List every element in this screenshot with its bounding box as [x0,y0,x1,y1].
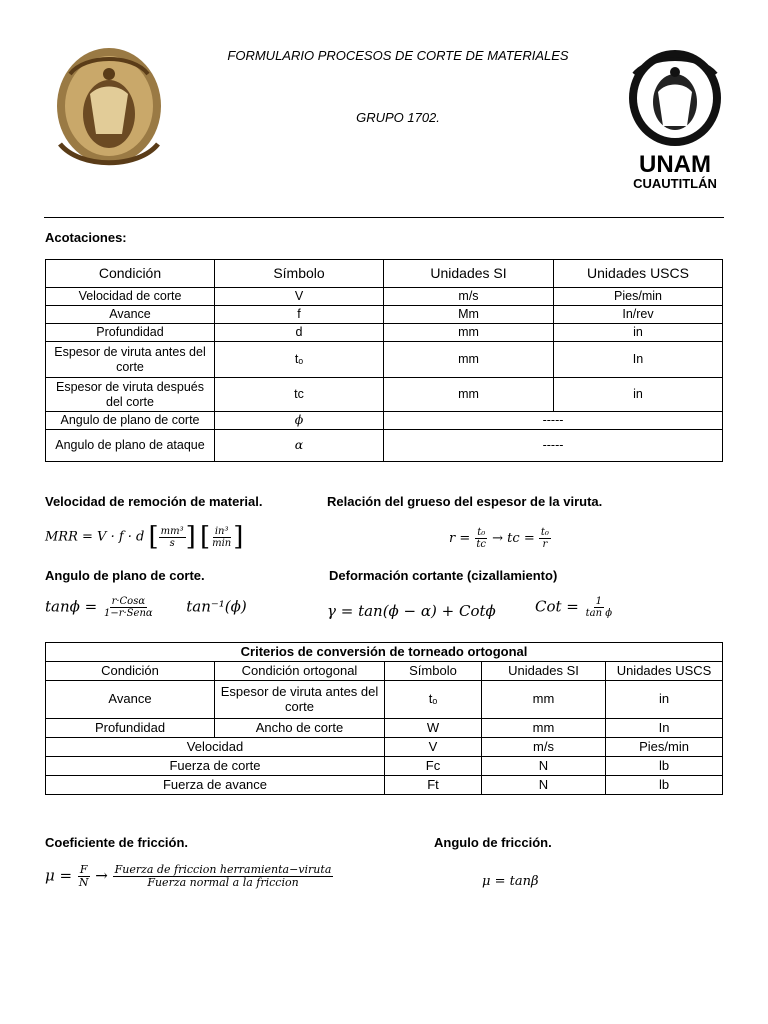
cot-formula [535,596,614,619]
table-row [46,342,723,378]
cell: Espesor de viruta después del corte [46,378,215,412]
cell: in [606,681,723,719]
acotaciones-table [45,259,723,462]
tan-inverse: tan⁻¹(ϕ) [186,597,247,616]
frac-den: r [542,539,548,550]
frac-den: 1−r·Senα [103,608,153,619]
cell: tₒ [215,342,384,378]
cell: W [385,719,482,738]
table-row [46,306,723,324]
cell: ----- [384,430,723,462]
cell: Angulo de plano de ataque [46,430,215,462]
frac-den: tc [476,539,487,550]
mu-arrow: → [95,866,108,885]
cell: In [554,342,723,378]
cell: Pies/min [554,288,723,306]
criterios-title: Criterios de conversión de torneado ortogonal [46,643,723,662]
cell: in [554,324,723,342]
cell: lb [606,757,723,776]
cell: Velocidad [46,738,385,757]
cell: Espesor de viruta antes del corte [46,342,215,378]
header-simbolo: Símbolo [215,260,384,288]
shear-angle-heading: Angulo de plano de corte. [45,568,205,583]
cell: f [215,306,384,324]
table-row [46,719,723,738]
cell: m/s [384,288,554,306]
ratio-formula [449,527,551,550]
cell: mm [384,342,554,378]
cell: Fc [385,757,482,776]
cell: Velocidad de corte [46,288,215,306]
cell: tₒ [385,681,482,719]
frac-num: F [79,863,88,876]
cell: mm [384,378,554,412]
header-condicion: Condición [46,260,215,288]
cell: Ft [385,776,482,795]
cell: V [215,288,384,306]
table-row [46,738,723,757]
document-title: FORMULARIO PROCESOS DE CORTE DE MATERIALES [227,48,569,63]
mu-lhs: μ = [45,866,73,885]
header-condicion-ortogonal: Condición ortogonal [215,662,385,681]
table-row [46,378,723,412]
friction-angle-heading: Angulo de fricción. [434,835,552,850]
mrr-heading: Velocidad de remoción de material. [45,494,263,509]
cell: Fuerza de corte [46,757,385,776]
friction-coef-heading: Coeficiente de fricción. [45,835,189,850]
cell: Avance [46,306,215,324]
frac-num: Fuerza de friccion herramienta−viruta [114,863,332,876]
table-row [46,324,723,342]
cell: Mm [384,306,554,324]
units-bracket-2: [ $\frac{\text{in³}}{\min}$ ] [199,522,244,552]
deformation-heading: Deformación cortante (cizallamiento) [329,568,558,583]
acotaciones-heading: Acotaciones: [45,230,127,245]
cell: Pies/min [606,738,723,757]
cell: α [215,430,384,462]
mrr-lhs: MRR = V · f · d [45,529,145,545]
cell: d [215,324,384,342]
ratio-heading: Relación del grueso del espesor de la viruta. [327,494,603,509]
header-unidades-si: Unidades SI [482,662,606,681]
table-row [46,757,723,776]
tan-lhs: tanϕ = [45,597,98,616]
ratio-lhs: r = [449,531,471,546]
cell: Avance [46,681,215,719]
cell: mm [482,681,606,719]
frac-num: r·Cosα [111,596,146,607]
cell: Profundidad [46,719,215,738]
header-unidades-si: Unidades SI [384,260,554,288]
unam-crest-logo [50,44,168,174]
cell: ϕ [215,412,384,430]
cell: Espesor de viruta antes del corte [215,681,385,719]
unit-den: min [212,537,232,549]
frac-den: N [78,876,89,890]
frac-num: t₀ [540,527,549,538]
table-row [46,776,723,795]
frac-num: t₀ [477,527,486,538]
cell: V [385,738,482,757]
criterios-table [45,642,723,795]
header-simbolo: Símbolo [385,662,482,681]
cell: m/s [482,738,606,757]
mrr-formula [45,524,243,550]
cell: mm [482,719,606,738]
cell: lb [606,776,723,795]
header-unidades-uscs: Unidades USCS [606,662,723,681]
header-unidades-uscs: Unidades USCS [554,260,723,288]
table-row [46,288,723,306]
cell: Fuerza de avance [46,776,385,795]
gamma-formula: γ = tan(ϕ − α) + Cotϕ [327,602,496,620]
header-condicion: Condición [46,662,215,681]
header-divider [44,217,724,218]
cell: ----- [384,412,723,430]
units-bracket-1: [ $\frac{\text{mm³}}{s}$ ] [148,522,196,552]
unit-num: mm³ [160,525,184,537]
table-row [46,412,723,430]
unit-den: s [169,537,175,549]
cell: tc [215,378,384,412]
cell: Ancho de corte [215,719,385,738]
logo-text-campus: CUAUTITLÁN [633,176,717,191]
table-row [46,430,723,462]
mu-tan-formula: μ = tanβ [482,874,539,889]
cot-lhs: Cot = [535,597,579,616]
cell: In/rev [554,306,723,324]
cell: In [606,719,723,738]
cell: Angulo de plano de corte [46,412,215,430]
tan-formula [45,596,247,619]
cell: N [482,757,606,776]
logo-text-unam: UNAM [639,151,711,178]
ratio-arrow: → tc = [492,531,535,546]
cell: in [554,378,723,412]
group-label: GRUPO 1702. [356,110,440,125]
frac-num: 1 [595,596,603,607]
cell: mm [384,324,554,342]
table-row [46,681,723,719]
frac-den: tan ϕ [585,608,613,619]
frac-den: Fuerza normal a la friccion [147,876,299,890]
mu-formula [45,864,333,889]
unit-num: in³ [214,525,229,537]
cell: Profundidad [46,324,215,342]
cell: N [482,776,606,795]
